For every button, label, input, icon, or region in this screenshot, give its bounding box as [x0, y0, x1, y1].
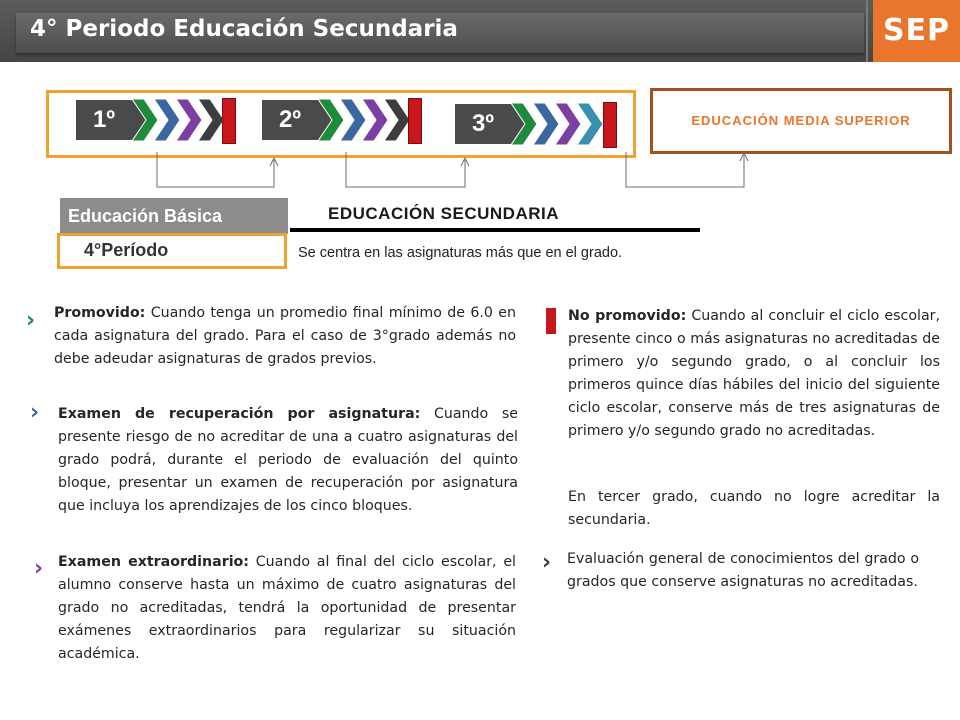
- dark-chevron-icon: ›: [542, 550, 552, 575]
- educacion-basica-label: Educación Básica: [60, 198, 288, 234]
- connector-arrow-2: [346, 152, 465, 187]
- blue-chevron-icon: ›: [30, 400, 40, 425]
- tercer-grado-paragraph: En tercer grado, cuando no logre acreditar la secundaria.: [568, 489, 940, 528]
- connector-arrow-3: [626, 152, 744, 187]
- no-promovido-paragraph: [568, 305, 940, 443]
- examen-extraordinario-title: Examen extraordinario:: [58, 554, 249, 570]
- examen-recuperacion-text: Cuando se presente riesgo de no acreditar de una a cuatro asignaturas del grado podrá, durante el periodo de evaluación del quinto bloque, presentar un examen de recuperación por asignatura que incluya los aprendizajes de los cinco bloques.: [58, 406, 518, 514]
- examen-extraordinario-text: Cuando al final del ciclo escolar, el alumno conserve hasta un máximo de cuatro asignaturas del grado no acreditadas, tendrá la oportunidad de presentar exámenes extraordinarios para regularizar su situación académica.: [58, 554, 516, 662]
- secundaria-description: Se centra en las asignaturas más que en el grado.: [298, 245, 623, 261]
- promovido-text: Cuando tenga un promedio final mínimo de 6.0 en cada asignatura del grado. Para el caso de 3°grado además no debe adeudar asignaturas de grados previos.: [54, 305, 516, 367]
- evaluacion-general-paragraph: Evaluación general de conocimientos del grado o grados que conserve asignaturas no acreditadas.: [567, 551, 919, 590]
- sep-logo: SEP: [873, 0, 960, 62]
- connector-arrow-1: [157, 152, 274, 187]
- examen-extraordinario-paragraph: [58, 551, 516, 666]
- purple-chevron-icon: ›: [34, 556, 44, 581]
- next-level-box: EDUCACIÓN MEDIA SUPERIOR: [650, 88, 952, 154]
- educacion-secundaria-heading: EDUCACIÓN SECUNDARIA: [328, 204, 560, 223]
- examen-recuperacion-paragraph: [58, 403, 518, 518]
- no-promovido-text: Cuando al concluir el ciclo escolar, presente cinco o más asignaturas no acreditadas de primero y/o segundo grado, o al concluir los primeros quince días hábiles del inicio del siguiente ciclo escolar, conserve más de tres asignaturas de primero y/o segundo grado no acreditadas.: [568, 308, 940, 439]
- green-chevron-icon: ›: [26, 308, 36, 333]
- red-bar-icon: [546, 308, 556, 334]
- no-promovido-title: No promovido:: [568, 308, 687, 324]
- grade-label-3: 3º: [455, 104, 511, 144]
- promovido-title: Promovido:: [54, 305, 146, 321]
- connector-arrows: [0, 0, 960, 200]
- heading-underline: [290, 228, 700, 232]
- examen-recuperacion-title: Examen de recuperación por asignatura:: [58, 406, 421, 422]
- grade-label-1: 1º: [76, 100, 132, 140]
- periodo-label: 4°Período: [57, 233, 287, 269]
- promovido-paragraph: [54, 302, 516, 371]
- page-title: 4° Periodo Educación Secundaria: [30, 16, 458, 42]
- grade-label-2: 2º: [262, 100, 318, 140]
